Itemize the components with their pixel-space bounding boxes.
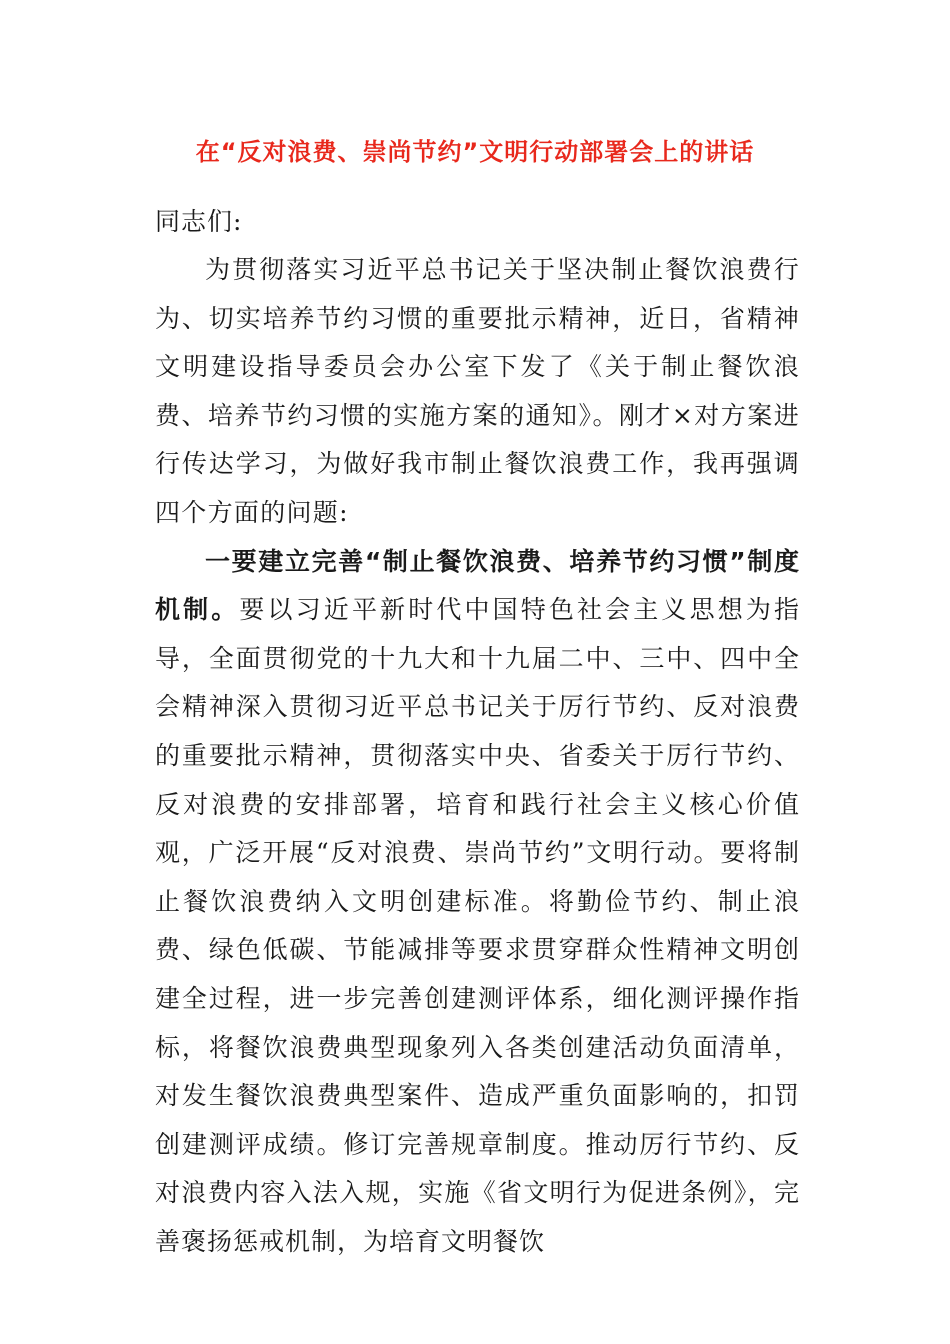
paragraph-intro-text: 为贯彻落实习近平总书记关于坚决制止餐饮浪费行为、切实培养节约习惯的重要批示精神，近日，省精神文明建设指导委员会办公室下发了《关于制止餐饮浪费、培养节约习惯的实施方案的通知》。刚才×对方案进行传达学习，为做好我市制止餐饮浪费工作，我再强调四个方面的问题: (155, 255, 800, 527)
paragraph-point-one-heading: 一要建立完善“制止餐饮浪费、培养节约习惯”制度机制。 (155, 546, 800, 625)
paragraph-point-one (155, 538, 800, 1267)
salutation: 同志们: (155, 207, 243, 236)
document-title: 在“反对浪费、崇尚节约”文明行动部署会上的讲话 (195, 138, 755, 166)
document-body (155, 198, 800, 1266)
paragraph-point-one-text: 要以习近平新时代中国特色社会主义思想为指导，全面贯彻党的十九大和十九届二中、三中、四中全会精神深入贯彻习近平总书记关于厉行节约、反对浪费的重要批示精神，贯彻落实中央、省委关于厉行节约、反对浪费的安排部署，培育和践行社会主义核心价值观，广泛开展“反对浪费、崇尚节约”文明行动。要将制止餐饮浪费纳入文明创建标准。将勤俭节约、制止浪费、绿色低碳、节能减排等要求贯穿群众性精神文明创建全过程，进一步完善创建测评体系，细化测评操作指标，将餐饮浪费典型现象列入各类创建活动负面清单，对发生餐饮浪费典型案件、造成严重负面影响的，扣罚创建测评成绩。修订完善规章制度。推动厉行节约、反对浪费内容入法入规，实施《省文明行为促进条例》，完善褒扬惩戒机制，为培育文明餐饮 (155, 595, 800, 1256)
paragraph-intro (155, 246, 800, 538)
